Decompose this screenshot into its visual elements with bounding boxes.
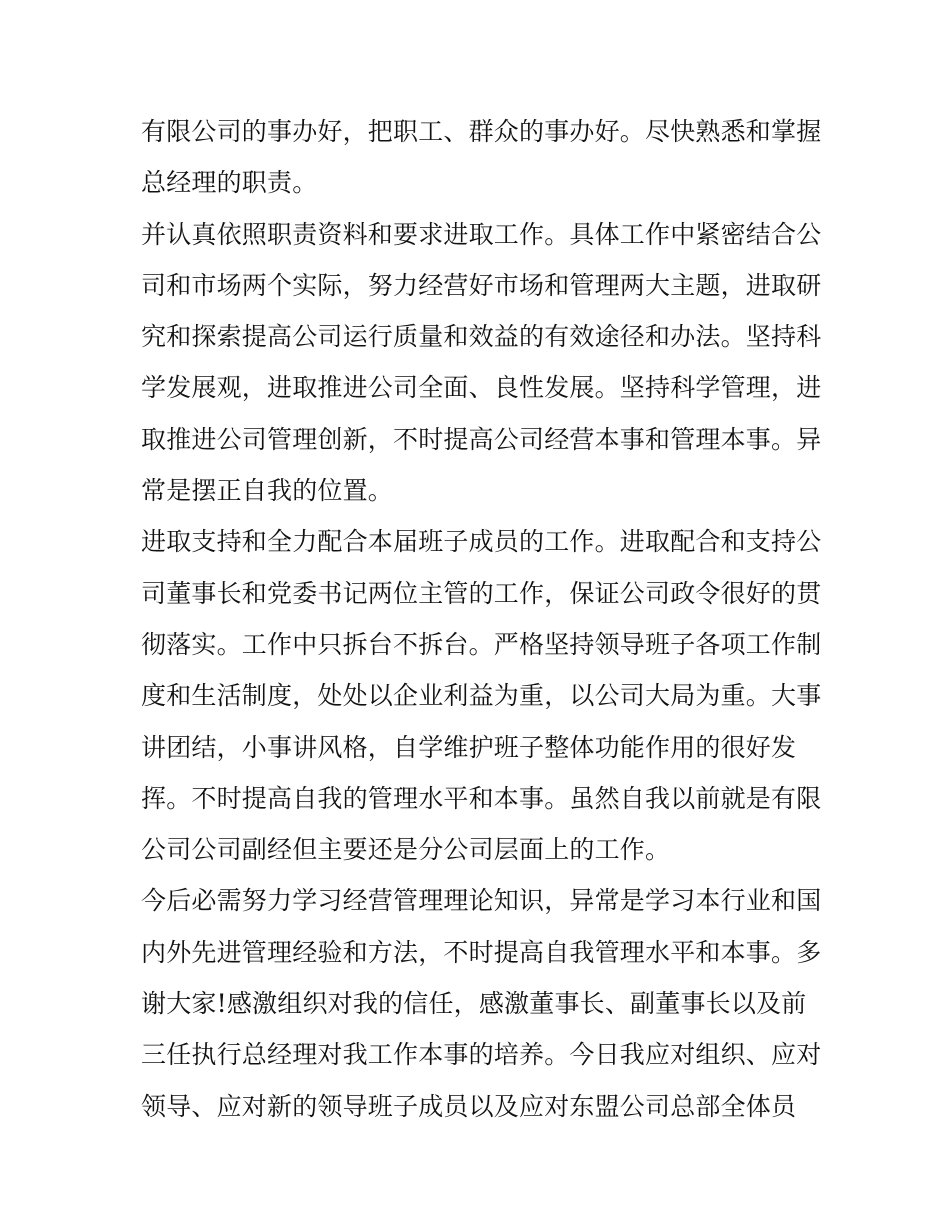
text-line: 有限公司的事办好，把职工、群众的事办好。尽快熟悉和掌握	[141, 117, 822, 146]
text-line: 司和市场两个实际，努力经营好市场和管理两大主题，进取研	[141, 270, 822, 300]
text-line: 挥。不时提高自我的管理水平和本事。虽然自我以前就是有限	[141, 783, 822, 813]
text-line: 学发展观，进取推进公司全面、良性发展。坚持科学管理，进	[141, 373, 822, 403]
text-line: 今后必需努力学习经营管理理论知识，异常是学习本行业和国	[141, 886, 822, 916]
text-line: 常是摆正自我的位置。	[141, 476, 394, 506]
text-line: 司董事长和党委书记两位主管的工作，保证公司政令很好的贯	[141, 578, 822, 608]
text-line: 三任执行总经理对我工作本事的培养。今日我应对组织、应对	[141, 1040, 822, 1070]
text-line: 讲团结，小事讲风格，自学维护班子整体功能作用的很好发	[141, 732, 797, 762]
text-line: 彻落实。工作中只拆台不拆台。严格坚持领导班子各项工作制	[141, 629, 822, 659]
text-line: 究和探索提高公司运行质量和效益的有效途径和办法。坚持科	[141, 322, 822, 352]
text-line: 进取支持和全力配合本届班子成员的工作。进取配合和支持公	[141, 527, 822, 557]
text-line: 谢大家!感激组织对我的信任，感激董事长、副董事长以及前	[141, 989, 807, 1019]
text-line: 领导、应对新的领导班子成员以及应对东盟公司总部全体员	[141, 1091, 797, 1121]
text-line: 取推进公司管理创新，不时提高公司经营本事和管理本事。异	[141, 424, 822, 454]
text-line: 内外先进管理经验和方法，不时提高自我管理水平和本事。多	[141, 937, 822, 967]
text-line: 公司公司副经但主要还是分公司层面上的工作。	[141, 835, 671, 865]
text-line: 总经理的职责。	[141, 168, 318, 198]
document-body	[141, 106, 821, 1132]
text-line: 并认真依照职责资料和要求进取工作。具体工作中紧密结合公	[141, 219, 822, 249]
text-line: 度和生活制度，处处以企业利益为重，以公司大局为重。大事	[141, 681, 822, 711]
